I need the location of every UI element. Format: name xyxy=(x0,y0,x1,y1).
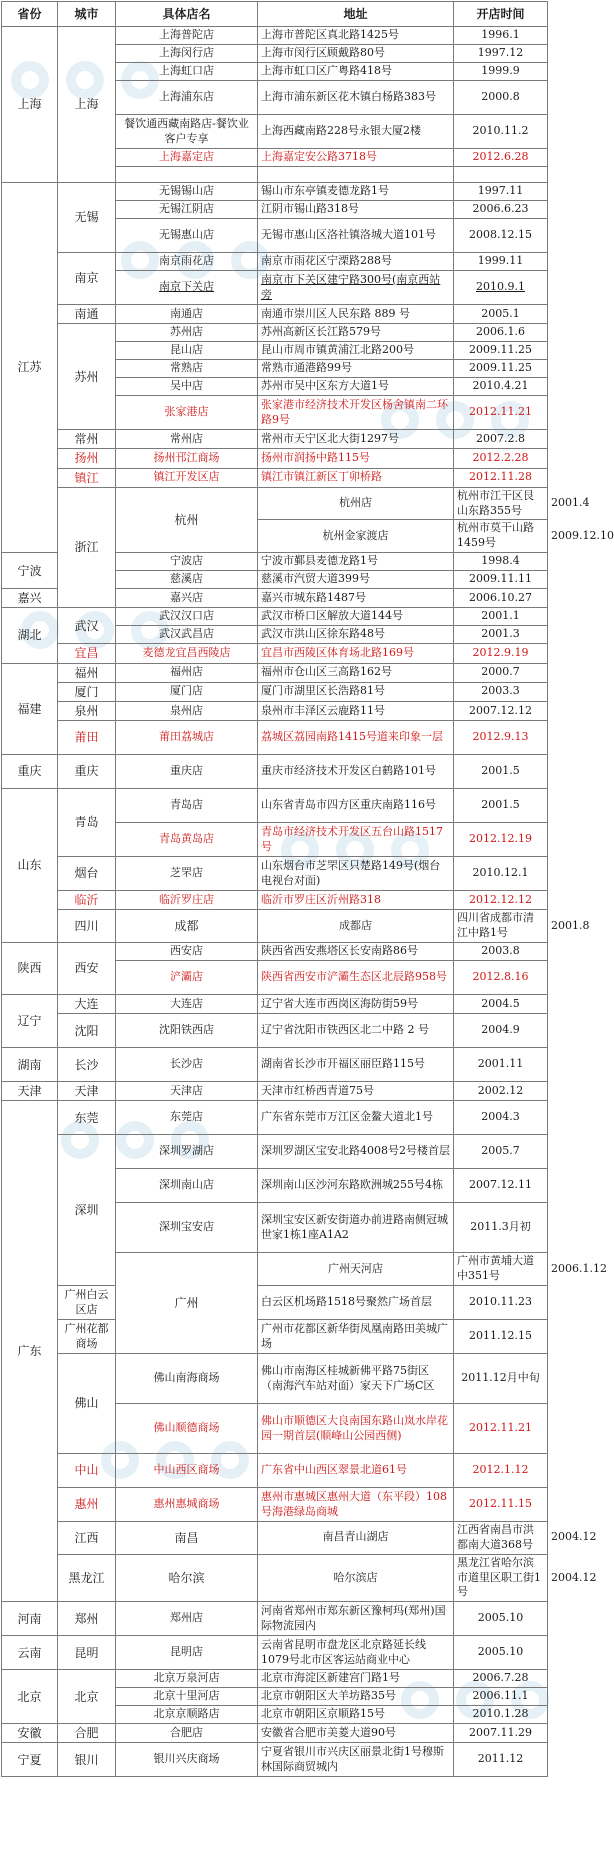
open-date-cell: 2001.1 xyxy=(454,608,548,626)
open-date-cell: 2007.12.12 xyxy=(454,701,548,720)
open-date-cell: 1999.9 xyxy=(454,63,548,81)
store-name-cell: 东莞店 xyxy=(116,1101,258,1135)
address-cell: 佛山市南海区桂城新佛平路75街区（南海汽车站对面）家天下广场C区 xyxy=(258,1354,454,1404)
store-name-cell: 宁波店 xyxy=(116,553,258,571)
address-cell: 荔城区荔园南路1415号道来印象一层 xyxy=(258,721,454,755)
address-cell: 青岛市经济技术开发区五台山路1517号 xyxy=(258,823,454,857)
table-row xyxy=(2,324,548,342)
open-date-cell: 2004.5 xyxy=(454,994,548,1013)
address-cell: 广东省中山西区翠景北道61号 xyxy=(258,1454,454,1488)
table-row xyxy=(2,1636,548,1670)
city-cell: 南京 xyxy=(58,253,116,305)
address-cell: 杭州市莫干山路1459号 xyxy=(454,520,548,553)
city-cell: 宁波 xyxy=(2,553,58,589)
city-cell: 昆明 xyxy=(58,1636,116,1670)
open-date-cell: 2011.12.15 xyxy=(454,1320,548,1354)
city-cell: 东莞 xyxy=(58,1101,116,1135)
address-cell: 武汉市洪山区徐东路48号 xyxy=(258,626,454,644)
address-cell: 南通市崇川区人民东路 889 号 xyxy=(258,305,454,324)
open-date-cell: 2012.11.21 xyxy=(454,1404,548,1454)
open-date-cell: 2004.9 xyxy=(454,1014,548,1048)
store-name-cell: 银川兴庆商场 xyxy=(116,1743,258,1777)
address-cell: 北京市朝阳区京顺路15号 xyxy=(258,1706,454,1724)
store-name-cell: 天津店 xyxy=(116,1082,258,1101)
open-date-cell: 2005.10 xyxy=(454,1602,548,1636)
city-cell: 宜昌 xyxy=(58,644,116,663)
city-cell: 常州 xyxy=(58,430,116,449)
address-cell: 广州市花都区新华街凤凰南路田美城广场 xyxy=(258,1320,454,1354)
header-store-name: 具体店名 xyxy=(116,2,258,27)
store-name-cell: 昆明店 xyxy=(116,1636,258,1670)
table-row xyxy=(2,1082,548,1101)
city-cell: 惠州 xyxy=(58,1488,116,1522)
city-cell: 苏州 xyxy=(58,324,116,430)
store-name-cell: 北京十里河店 xyxy=(116,1688,258,1706)
address-cell: 上海嘉定安公路3718号 xyxy=(258,149,454,167)
open-date-cell: 2001.5 xyxy=(454,789,548,823)
table-row xyxy=(2,1286,548,1320)
open-date-cell: 2006.11.1 xyxy=(454,1688,548,1706)
address-cell xyxy=(258,167,454,183)
address-cell: 黑龙江省哈尔滨市道里区职工街1号 xyxy=(454,1554,548,1602)
province-cell: 河南 xyxy=(2,1602,58,1636)
store-name-cell: 南昌青山湖店 xyxy=(258,1522,454,1555)
store-name-cell: 北京万泉河店 xyxy=(116,1670,258,1688)
store-name-cell: 长沙店 xyxy=(116,1048,258,1082)
table-row xyxy=(2,701,548,720)
address-cell: 南京市雨花区宁溧路288号 xyxy=(258,253,454,271)
city-cell: 杭州 xyxy=(116,487,258,552)
table-row xyxy=(2,468,548,487)
city-cell: 长沙 xyxy=(58,1048,116,1082)
table-row xyxy=(2,1602,548,1636)
address-cell: 镇江市镇江新区丁卯桥路 xyxy=(258,468,454,487)
open-date-cell: 1996.1 xyxy=(454,27,548,45)
store-name-cell: 上海虹口店 xyxy=(116,63,258,81)
store-name-cell: 镇江开发区店 xyxy=(116,468,258,487)
open-date-cell: 2006.7.28 xyxy=(454,1670,548,1688)
city-cell: 大连 xyxy=(58,994,116,1013)
open-date-cell: 2012.12.12 xyxy=(454,891,548,910)
open-date-cell: 2010.11.23 xyxy=(454,1286,548,1320)
store-name-cell: 餐饮通西藏南路店-餐饮业客户专享 xyxy=(116,115,258,149)
city-cell: 武汉 xyxy=(58,608,116,644)
province-cell: 辽宁 xyxy=(2,994,58,1047)
table-row xyxy=(2,1724,548,1743)
store-name-cell: 张家港店 xyxy=(116,396,258,430)
city-cell: 嘉兴 xyxy=(2,589,58,608)
open-date-cell: 2012.11.28 xyxy=(454,468,548,487)
address-cell: 上海市普陀区真北路1425号 xyxy=(258,27,454,45)
store-name-cell: 成都店 xyxy=(258,910,454,943)
table-row xyxy=(2,1320,548,1354)
store-name-cell: 南京下关店 xyxy=(116,271,258,305)
store-name-cell: 南京雨花店 xyxy=(116,253,258,271)
address-cell: 天津市红桥西青道75号 xyxy=(258,1082,454,1101)
table-row: 四川 成都 成都店 四川省成都市清江中路1号 2001.8 xyxy=(2,910,548,943)
open-date-cell: 2006.1.6 xyxy=(454,324,548,342)
address-cell: 江阴市锡山路318号 xyxy=(258,201,454,219)
header-open-date: 开店时间 xyxy=(454,2,548,27)
address-cell: 重庆市经济技术开发区白鹤路101号 xyxy=(258,755,454,789)
store-name-cell: 麦德龙宜昌西陵店 xyxy=(116,644,258,663)
open-date-cell: 2007.12.11 xyxy=(454,1169,548,1203)
city-cell: 重庆 xyxy=(58,755,116,789)
address-cell: 辽宁省大连市西岗区海防街59号 xyxy=(258,994,454,1013)
open-date-cell: 1999.11 xyxy=(454,253,548,271)
table-row xyxy=(2,994,548,1013)
table-body xyxy=(2,27,614,1777)
open-date-cell: 2012.11.15 xyxy=(454,1488,548,1522)
address-cell: 常熟市通港路99号 xyxy=(258,360,454,378)
store-name-cell: 北京京顺路店 xyxy=(116,1706,258,1724)
province-cell: 江西 xyxy=(58,1522,116,1555)
table-row xyxy=(2,857,548,891)
address-cell: 昆山市周市镇黄浦江北路200号 xyxy=(258,342,454,360)
store-name-cell: 杭州店 xyxy=(258,487,454,520)
address-cell: 安徽省合肥市美菱大道90号 xyxy=(258,1724,454,1743)
store-name-cell: 深圳南山店 xyxy=(116,1169,258,1203)
store-name-cell: 无锡惠山店 xyxy=(116,219,258,253)
store-name-cell: 莆田荔城店 xyxy=(116,721,258,755)
address-cell: 锡山市东亭镇麦德龙路1号 xyxy=(258,183,454,201)
open-date-cell: 2001.11 xyxy=(454,1048,548,1082)
province-cell: 天津 xyxy=(2,1082,58,1101)
store-name-cell: 郑州店 xyxy=(116,1602,258,1636)
header-province: 省份 xyxy=(2,2,58,27)
table-row xyxy=(2,663,548,682)
store-name-cell: 佛山南海商场 xyxy=(116,1354,258,1404)
open-date-cell: 2007.2.8 xyxy=(454,430,548,449)
address-cell: 嘉兴市城东路1487号 xyxy=(258,589,454,608)
open-date-cell: 2012.2.28 xyxy=(454,449,548,468)
store-name-cell: 合肥店 xyxy=(116,1724,258,1743)
address-cell: 惠州市惠城区惠州大道（东平段）108号海港绿岛商城 xyxy=(258,1488,454,1522)
store-name-cell: 嘉兴店 xyxy=(116,589,258,608)
city-cell: 泉州 xyxy=(58,701,116,720)
province-cell: 湖北 xyxy=(2,608,58,663)
city-cell: 哈尔滨 xyxy=(116,1554,258,1602)
province-cell: 四川 xyxy=(58,910,116,943)
province-cell: 重庆 xyxy=(2,755,58,789)
table-row: 江西 南昌 南昌青山湖店 江西省南昌市洪都南大道368号 2004.12 xyxy=(2,1522,548,1555)
city-cell: 厦门 xyxy=(58,682,116,701)
address-cell: 陕西省西安市浐灞生态区北辰路958号 xyxy=(258,960,454,994)
address-cell: 苏州市吴中区东方大道1号 xyxy=(258,378,454,396)
table-row xyxy=(2,891,548,910)
store-name-cell: 上海普陀店 xyxy=(116,27,258,45)
store-name-cell: 深圳宝安店 xyxy=(116,1203,258,1253)
table-row xyxy=(2,1488,548,1522)
store-name-cell: 惠州惠城商场 xyxy=(116,1488,258,1522)
store-name-cell: 上海浦东店 xyxy=(116,81,258,115)
open-date-cell: 2008.12.15 xyxy=(454,219,548,253)
city-cell: 福州 xyxy=(58,663,116,682)
open-date-cell: 2002.12 xyxy=(454,1082,548,1101)
city-cell: 南昌 xyxy=(116,1522,258,1555)
store-name-cell: 浐灞店 xyxy=(116,960,258,994)
address-cell: 无锡市惠山区洛社镇洛城大道101号 xyxy=(258,219,454,253)
table-row xyxy=(2,183,548,201)
store-name-cell: 西安店 xyxy=(116,942,258,960)
header-address: 地址 xyxy=(258,2,454,27)
open-date-cell: 2009.11.25 xyxy=(454,360,548,378)
table-row xyxy=(2,608,548,626)
open-date-cell: 2003.8 xyxy=(454,942,548,960)
city-cell: 深圳 xyxy=(58,1135,116,1286)
store-name-cell: 泉州店 xyxy=(116,701,258,720)
open-date-cell: 2007.11.29 xyxy=(454,1724,548,1743)
open-date-cell: 2005.7 xyxy=(454,1135,548,1169)
store-name-cell: 昆山店 xyxy=(116,342,258,360)
table-row xyxy=(2,1354,548,1404)
address-cell: 北京市海淀区新建宫门路1号 xyxy=(258,1670,454,1688)
province-cell: 广东 xyxy=(2,1101,58,1602)
table-row: 浙江 杭州 杭州店 杭州市江干区艮山东路355号 2001.4 xyxy=(2,487,548,520)
open-date-cell: 2006.10.27 xyxy=(454,589,548,608)
table-row xyxy=(2,1135,548,1169)
open-date-cell: 2010.9.1 xyxy=(454,271,548,305)
store-name-cell: 厦门店 xyxy=(116,682,258,701)
city-cell: 合肥 xyxy=(58,1724,116,1743)
address-cell: 杭州市江干区艮山东路355号 xyxy=(454,487,548,520)
table-row xyxy=(2,1743,548,1777)
address-cell: 白云区机场路1518号聚然广场首层 xyxy=(258,1286,454,1320)
open-date-cell: 2001.3 xyxy=(454,626,548,644)
province-cell: 宁夏 xyxy=(2,1743,58,1777)
province-cell: 福建 xyxy=(2,663,58,755)
table-row: 广州 广州天河店 广州市黄埔大道中351号 2006.1.12 xyxy=(2,1253,548,1286)
address-cell: 广东省东莞市万江区金鳌大道北1号 xyxy=(258,1101,454,1135)
store-name-cell: 哈尔滨店 xyxy=(258,1554,454,1602)
address-cell: 临沂市罗庄区沂州路318 xyxy=(258,891,454,910)
address-cell: 辽宁省沈阳市铁西区北二中路 2 号 xyxy=(258,1014,454,1048)
province-cell: 上海 xyxy=(2,27,58,183)
city-cell: 中山 xyxy=(58,1454,116,1488)
city-cell: 银川 xyxy=(58,1743,116,1777)
open-date-cell: 2009.11.11 xyxy=(454,571,548,589)
table-row xyxy=(2,449,548,468)
open-date-cell xyxy=(454,167,548,183)
table-row xyxy=(2,644,548,663)
open-date-cell: 2012.1.12 xyxy=(454,1454,548,1488)
address-cell: 宁波市鄞县麦德龙路1号 xyxy=(258,553,454,571)
table-row xyxy=(2,1454,548,1488)
table-row xyxy=(2,682,548,701)
city-cell: 西安 xyxy=(58,942,116,994)
open-date-cell: 2012.9.13 xyxy=(454,721,548,755)
table-row: 杭州金家渡店 杭州市莫干山路1459号 2009.12.10 xyxy=(2,520,548,553)
table-row xyxy=(2,430,548,449)
open-date-cell: 1998.4 xyxy=(454,553,548,571)
table-row xyxy=(2,27,548,45)
store-name-cell: 苏州店 xyxy=(116,324,258,342)
store-name-cell: 无锡锡山店 xyxy=(116,183,258,201)
province-cell: 云南 xyxy=(2,1636,58,1670)
store-name-cell: 中山西区商场 xyxy=(116,1454,258,1488)
open-date-cell: 2012.6.28 xyxy=(454,149,548,167)
store-name-cell: 重庆店 xyxy=(116,755,258,789)
city-cell: 南通 xyxy=(58,305,116,324)
address-cell: 常州市天宁区北大街1297号 xyxy=(258,430,454,449)
city-cell: 青岛 xyxy=(58,789,116,857)
city-cell: 莆田 xyxy=(58,721,116,755)
city-cell: 成都 xyxy=(116,910,258,943)
province-cell: 浙江 xyxy=(58,487,116,608)
city-cell: 无锡 xyxy=(58,183,116,253)
store-name-cell: 临沂罗庄店 xyxy=(116,891,258,910)
address-cell: 四川省成都市清江中路1号 xyxy=(454,910,548,943)
table-row xyxy=(2,1670,548,1688)
header-row xyxy=(2,2,548,27)
province-cell: 陕西 xyxy=(2,942,58,994)
open-date-cell: 2011.12月中旬 xyxy=(454,1354,548,1404)
store-name-cell: 青岛黄岛店 xyxy=(116,823,258,857)
table-row xyxy=(2,721,548,755)
store-name-cell: 福州店 xyxy=(116,663,258,682)
store-name-cell: 广州天河店 xyxy=(258,1253,454,1286)
address-cell: 上海市虹口区广粤路418号 xyxy=(258,63,454,81)
province-cell: 安徽 xyxy=(2,1724,58,1743)
address-cell: 深圳罗湖区宝安北路4008号2号楼首层 xyxy=(258,1135,454,1169)
address-cell: 北京市朝阳区大羊坊路35号 xyxy=(258,1688,454,1706)
table-row xyxy=(2,755,548,789)
province-cell: 湖南 xyxy=(2,1048,58,1082)
open-date-cell: 2012.11.21 xyxy=(454,396,548,430)
store-name-cell: 杭州金家渡店 xyxy=(258,520,454,553)
open-date-cell: 2010.12.1 xyxy=(454,857,548,891)
address-cell: 上海市闵行区顾戴路80号 xyxy=(258,45,454,63)
table-header xyxy=(2,2,548,27)
store-name-cell: 无锡江阴店 xyxy=(116,201,258,219)
province-cell: 江苏 xyxy=(2,183,58,553)
open-date-cell: 2000.8 xyxy=(454,81,548,115)
open-date-cell: 2010.11.2 xyxy=(454,115,548,149)
store-name-cell: 常熟店 xyxy=(116,360,258,378)
store-name-cell: 扬州邗江商场 xyxy=(116,449,258,468)
open-date-cell: 2003.3 xyxy=(454,682,548,701)
store-name-cell: 芝罘店 xyxy=(116,857,258,891)
address-cell: 厦门市湖里区长浩路81号 xyxy=(258,682,454,701)
address-cell: 苏州高新区长江路579号 xyxy=(258,324,454,342)
store-name-cell: 深圳罗湖店 xyxy=(116,1135,258,1169)
store-name-cell: 大连店 xyxy=(116,994,258,1013)
table-row: 黑龙江 哈尔滨 哈尔滨店 黑龙江省哈尔滨市道里区职工街1号 2004.12 xyxy=(2,1554,548,1602)
table-row xyxy=(2,789,548,823)
open-date-cell: 2004.3 xyxy=(454,1101,548,1135)
table-row xyxy=(2,1048,548,1082)
store-name-cell: 武汉汉口店 xyxy=(116,608,258,626)
address-cell: 慈溪市汽贸大道399号 xyxy=(258,571,454,589)
city-cell: 郑州 xyxy=(58,1602,116,1636)
city-cell: 上海 xyxy=(58,27,116,183)
city-cell: 临沂 xyxy=(58,891,116,910)
city-cell: 天津 xyxy=(58,1082,116,1101)
open-date-cell: 2009.11.25 xyxy=(454,342,548,360)
city-cell: 扬州 xyxy=(58,449,116,468)
address-cell: 山东烟台市芝罘区只楚路149号(烟台电视台对面) xyxy=(258,857,454,891)
store-name-cell: 沈阳铁西店 xyxy=(116,1014,258,1048)
province-cell: 黑龙江 xyxy=(58,1554,116,1602)
store-name-cell: 吴中店 xyxy=(116,378,258,396)
city-cell: 沈阳 xyxy=(58,1014,116,1048)
store-name-cell: 上海闵行店 xyxy=(116,45,258,63)
header-city: 城市 xyxy=(58,2,116,27)
province-cell: 山东 xyxy=(2,789,58,943)
store-name-cell xyxy=(116,167,258,183)
open-date-cell: 2012.8.16 xyxy=(454,960,548,994)
store-list-table xyxy=(1,1,614,1777)
store-name-cell: 慈溪店 xyxy=(116,571,258,589)
store-name-cell: 佛山顺德商场 xyxy=(116,1404,258,1454)
open-date-cell: 2012.12.19 xyxy=(454,823,548,857)
city-cell: 佛山 xyxy=(58,1354,116,1454)
store-name-cell: 上海嘉定店 xyxy=(116,149,258,167)
table-row xyxy=(2,1014,548,1048)
store-name-cell: 常州店 xyxy=(116,430,258,449)
address-cell: 广州市黄埔大道中351号 xyxy=(454,1253,548,1286)
city-cell: 镇江 xyxy=(58,468,116,487)
table-row xyxy=(2,305,548,324)
open-date-cell: 2010.4.21 xyxy=(454,378,548,396)
open-date-cell: 1997.12 xyxy=(454,45,548,63)
address-cell: 扬州市润扬中路115号 xyxy=(258,449,454,468)
open-date-cell: 2006.6.23 xyxy=(454,201,548,219)
open-date-cell: 1997.11 xyxy=(454,183,548,201)
open-date-cell: 2001.5 xyxy=(454,755,548,789)
table-row xyxy=(2,1101,548,1135)
store-name-cell: 广州白云区店 xyxy=(58,1286,116,1320)
address-cell: 泉州市丰泽区云鹿路11号 xyxy=(258,701,454,720)
city-cell: 烟台 xyxy=(58,857,116,891)
address-cell: 陕西省西安燕塔区长安南路86号 xyxy=(258,942,454,960)
province-cell: 北京 xyxy=(2,1670,58,1724)
table-row xyxy=(2,253,548,271)
address-cell: 南京市下关区建宁路300号(南京西站旁 xyxy=(258,271,454,305)
address-cell: 佛山市顺德区大良南国东路山岚水岸花园一期首层(顺峰山公园西侧) xyxy=(258,1404,454,1454)
address-cell: 河南省郑州市郑东新区豫柯玛(郑州)国际物流园内 xyxy=(258,1602,454,1636)
address-cell: 上海市浦东新区花木镇白杨路383号 xyxy=(258,81,454,115)
address-cell: 湖南省长沙市开福区丽臣路115号 xyxy=(258,1048,454,1082)
address-cell: 深圳南山区沙河东路欧洲城255号4栋 xyxy=(258,1169,454,1203)
open-date-cell: 2005.1 xyxy=(454,305,548,324)
address-cell: 张家港市经济技术开发区杨舍镇南二环路9号 xyxy=(258,396,454,430)
store-name-cell: 广州花都商场 xyxy=(58,1320,116,1354)
open-date-cell: 2005.10 xyxy=(454,1636,548,1670)
address-cell: 宁夏省银川市兴庆区丽景北街1号穆斯林国际商贸城内 xyxy=(258,1743,454,1777)
address-cell: 宜昌市西陵区体育场北路169号 xyxy=(258,644,454,663)
store-name-cell: 青岛店 xyxy=(116,789,258,823)
address-cell: 江西省南昌市洪都南大道368号 xyxy=(454,1522,548,1555)
address-cell: 上海西藏南路228号永银大厦2楼 xyxy=(258,115,454,149)
city-cell: 北京 xyxy=(58,1670,116,1724)
table-row xyxy=(2,942,548,960)
address-cell: 深圳宝安区新安街道办前进路南侧冠城世家1栋1座A1A2 xyxy=(258,1203,454,1253)
store-name-cell: 武汉武昌店 xyxy=(116,626,258,644)
open-date-cell: 2011.3月初 xyxy=(454,1203,548,1253)
open-date-cell: 2010.1.28 xyxy=(454,1706,548,1724)
address-cell: 山东省青岛市四方区重庆南路116号 xyxy=(258,789,454,823)
open-date-cell: 2012.9.19 xyxy=(454,644,548,663)
address-cell: 武汉市桥口区解放大道144号 xyxy=(258,608,454,626)
store-name-cell: 南通店 xyxy=(116,305,258,324)
address-cell: 云南省昆明市盘龙区北京路延长线1079号北市区客运站商业中心 xyxy=(258,1636,454,1670)
address-cell: 福州市仓山区三高路162号 xyxy=(258,663,454,682)
open-date-cell: 2011.12 xyxy=(454,1743,548,1777)
city-cell: 广州 xyxy=(116,1253,258,1354)
open-date-cell: 2000.7 xyxy=(454,663,548,682)
